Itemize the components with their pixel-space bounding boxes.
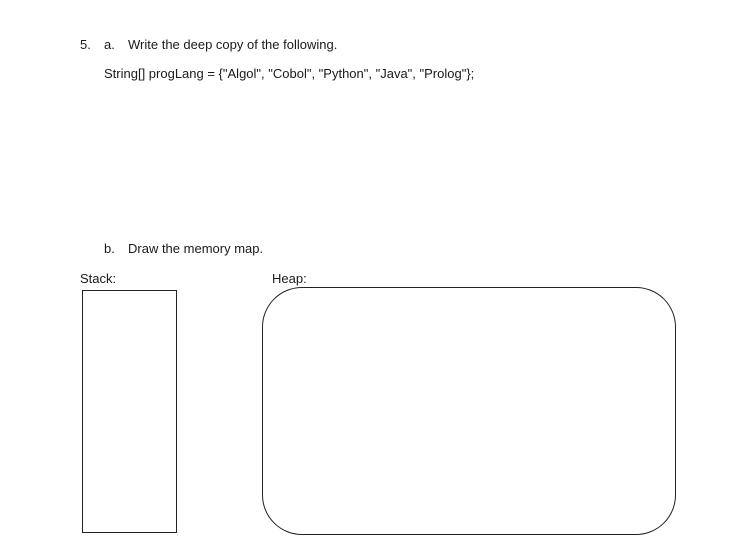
part-b-prompt: Draw the memory map. — [128, 241, 264, 256]
question-number: 5. — [80, 37, 91, 52]
part-b-letter: b. — [104, 241, 115, 256]
heap-box — [262, 287, 676, 535]
code-snippet: String[] progLang = {"Algol", "Cobol", "Python", "Java", "Prolog"}; — [104, 66, 475, 81]
heap-label: Heap: — [272, 271, 307, 286]
stack-box — [82, 290, 177, 533]
part-a-prompt: Write the deep copy of the following. — [128, 37, 338, 52]
part-a-letter: a. — [104, 37, 115, 52]
stack-label: Stack: — [80, 271, 117, 286]
